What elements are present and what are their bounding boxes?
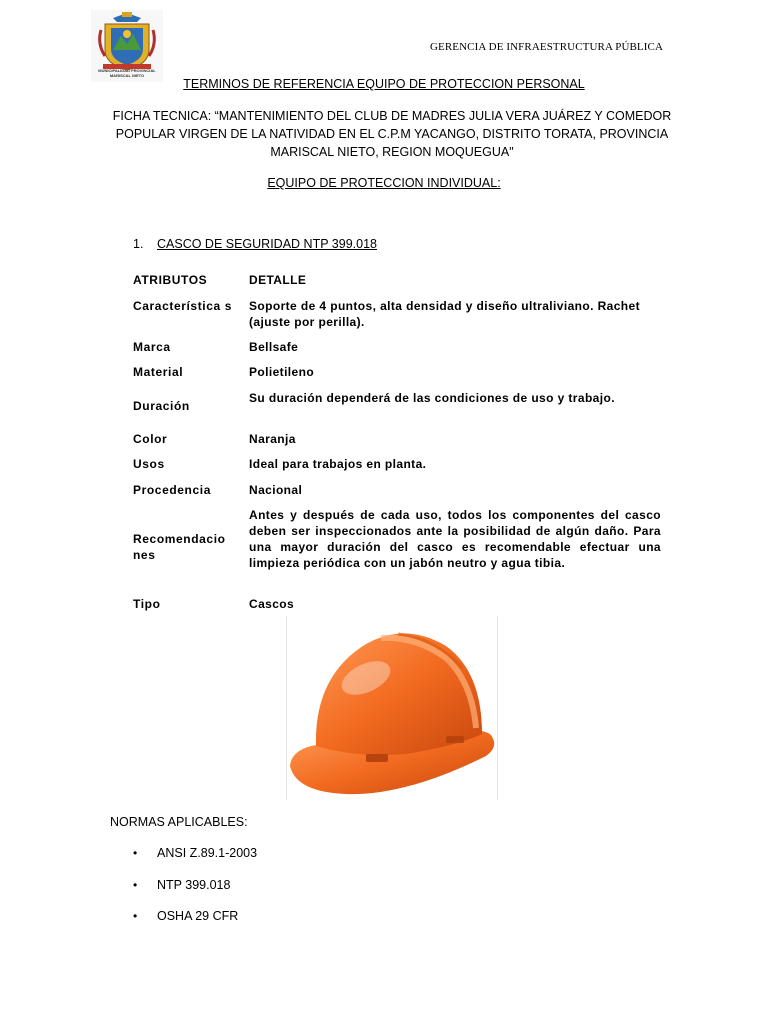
- row-val: Soporte de 4 puntos, alta densidad y diseño ultraliviano. Rachet (ajuste por perilla).: [249, 299, 641, 329]
- row-attr: Material: [133, 365, 184, 379]
- norma-text: NTP 399.018: [157, 878, 231, 892]
- row-attr: Característica s: [133, 299, 232, 313]
- document-title: [0, 77, 768, 91]
- row-val: Polietileno: [249, 365, 315, 379]
- list-item: [133, 909, 238, 923]
- ficha-line: FICHA TECNICA: “MANTENIMIENTO DEL CLUB DE MADRES JULIA VERA JUÁREZ Y COMEDOR: [112, 109, 672, 123]
- row-attr: Recomendacio nes: [133, 532, 226, 562]
- logo-caption: MUNICIPALIDAD PROVINCIAL MARISCAL NIETO: [98, 68, 156, 78]
- row-attr: Tipo: [133, 597, 161, 611]
- row-attr: Marca: [133, 340, 171, 354]
- norma-text: OSHA 29 CFR: [157, 909, 239, 923]
- item-heading: [133, 237, 377, 251]
- item-number: 1.: [133, 237, 144, 251]
- row-attr: Color: [133, 432, 168, 446]
- normas-title: NORMAS APLICABLES:: [110, 815, 248, 829]
- ficha-line: POPULAR VIRGEN DE LA NATIVIDAD EN EL C.P.M YACANGO, DISTRITO TORATA, PROVINCIA: [115, 127, 669, 141]
- header-attr: ATRIBUTOS: [133, 273, 208, 287]
- bullet-icon: •: [133, 878, 138, 892]
- safety-helmet-image: [286, 616, 498, 800]
- document-title-text: TERMINOS DE REFERENCIA EQUIPO DE PROTECCION PERSONAL: [183, 77, 585, 91]
- row-val: Nacional: [249, 483, 303, 497]
- row-val: Antes y después de cada uso, todos los componentes del casco deben ser inspeccionados ante la posibilidad de algún daño. Para una mayor duración del casco es recomendable efectuar una limpieza periódica con un jabón neutro y agua tibia.: [249, 508, 661, 570]
- header-val: DETALLE: [249, 273, 307, 287]
- ficha-line: MARISCAL NIETO, REGION MOQUEGUA": [270, 145, 514, 159]
- list-item: [133, 846, 257, 860]
- section-title-text: EQUIPO DE PROTECCION INDIVIDUAL:: [267, 176, 501, 190]
- ficha-tecnica: [112, 107, 672, 161]
- row-val: Cascos: [249, 597, 295, 611]
- norma-text: ANSI Z.89.1-2003: [157, 846, 258, 860]
- row-attr: Usos: [133, 457, 165, 471]
- department-header: GERENCIA DE INFRAESTRUCTURA PÚBLICA: [430, 41, 663, 53]
- section-title: [0, 176, 768, 190]
- row-attr: Procedencia: [133, 483, 211, 497]
- row-val: Ideal para trabajos en planta.: [249, 457, 427, 471]
- item-label: CASCO DE SEGURIDAD NTP 399.018: [157, 237, 377, 251]
- row-val: Bellsafe: [249, 340, 299, 354]
- bullet-icon: •: [133, 909, 138, 923]
- row-val: Naranja: [249, 432, 296, 446]
- bullet-icon: •: [133, 846, 138, 860]
- list-item: [133, 878, 230, 892]
- row-val: Su duración dependerá de las condiciones de uso y trabajo.: [249, 391, 615, 405]
- row-attr: Duración: [133, 399, 190, 413]
